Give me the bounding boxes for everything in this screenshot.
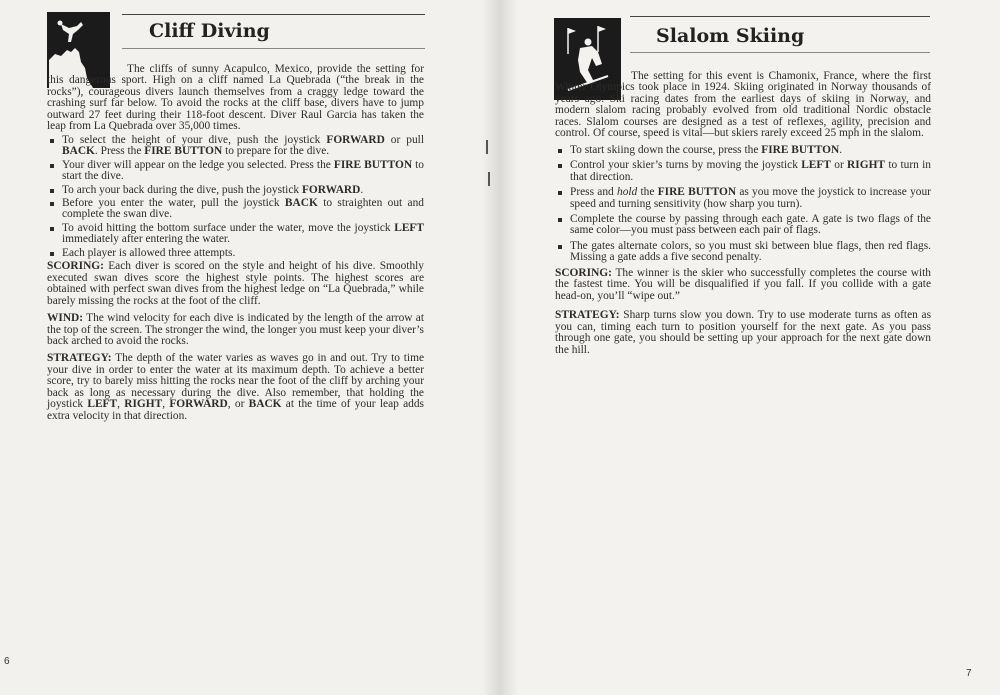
title-rule-bottom: [122, 48, 425, 49]
list-item: [47, 223, 424, 246]
control-label: FIRE BUTTON: [144, 145, 223, 158]
instruction-list: [555, 145, 931, 264]
page-title: Slalom Skiing: [656, 25, 805, 47]
bullet-text: Your diver will appear on the ledge you selected. Press the: [62, 158, 334, 171]
right-page: [500, 0, 1000, 695]
list-item: [47, 135, 424, 158]
bullet-text: to prepare for the dive.: [222, 145, 330, 158]
bullet-text: To select the height of your dive, push the joystick: [62, 133, 327, 146]
intro-text: The cliffs of sunny Acapulco, Mexico, provide the setting for this dangerous sport. High on a cliff named La Quebrada (“the break in the rocks”), courageous divers launch themselves from a craggy ledge toward the crashing surf far below. To avoid the rocks at the cliff base, divers have to jump outward 27 feet during their 118-foot descent. Diver Raul Garcia has taken the leap from La Quebrada over 35,000 times.: [47, 63, 424, 133]
list-item: [47, 160, 424, 183]
control-label: LEFT: [801, 159, 831, 172]
bullet-text: The gates alternate colors, so you must ski between blue flags, then red flags. Missing a gate adds a five second penalty.: [570, 239, 931, 264]
list-item: [47, 198, 424, 221]
bullet-text: To avoid hitting the bottom surface under the water, move the joystick: [62, 221, 395, 234]
bullet-text: Each player is allowed three attempts.: [62, 246, 236, 259]
strategy-paragraph: [47, 353, 424, 422]
wind-label: WIND:: [47, 312, 84, 325]
bullet-text: to straighten out and complete the swan dive.: [62, 196, 425, 221]
bullet-text: the: [637, 186, 658, 199]
control-label: FIRE BUTTON: [761, 143, 840, 156]
bullet-text: Before you enter the water, pull the joystick: [62, 196, 285, 209]
list-item: [555, 241, 931, 264]
bullet-text: or: [830, 159, 848, 172]
bullet-text: . Press the: [94, 145, 145, 158]
scoring-text: Each diver is scored on the style and height of his dive. Smoothly executed swan dives score the highest style points. The highest scores are obtained with perfect swan dives from the highest ledge on “La Quebrada,” while barely missing the rocks at the foot of the cliff.: [47, 260, 424, 307]
control-label: FORWARD: [169, 398, 228, 411]
binding-mark: [486, 140, 488, 154]
bullet-text: Complete the course by passing through each gate. A gate is two flags of the same color—you must pass between each pair of flags.: [570, 212, 931, 237]
strategy-text: Sharp turns slow you down. Try to use moderate turns as often as you can, timing each turn to position yourself for the next gate. As you pass through one gate, you should be setting up your approach for the next gate down the hill.: [555, 309, 931, 356]
title-rule-top: [122, 14, 425, 15]
scoring-paragraph: [47, 261, 424, 307]
bullet-text: To arch your back during the dive, push the joystick: [62, 183, 302, 196]
list-item: [555, 145, 931, 156]
bullet-text: To start skiing down the course, press the: [570, 143, 762, 156]
instruction-list: [47, 135, 424, 260]
list-item: [555, 214, 931, 237]
control-label: LEFT: [87, 398, 118, 411]
wind-text: The wind velocity for each dive is indicated by the length of the arrow at the top of the screen. The stronger the wind, the longer you must keep your diver’s back arched to avoid the rocks.: [47, 312, 424, 347]
scoring-label: SCORING:: [555, 266, 612, 279]
scoring-paragraph: [555, 268, 931, 302]
emphasis: hold: [617, 186, 638, 199]
bullet-text: to start the dive.: [62, 158, 424, 183]
control-label: BACK: [248, 398, 282, 411]
title-rule-top: [630, 16, 930, 17]
list-item: [555, 160, 931, 183]
control-label: RIGHT: [124, 398, 163, 411]
left-body: [47, 64, 424, 422]
intro-paragraph: [47, 64, 424, 133]
bullet-text: .: [839, 143, 843, 156]
separator: , or: [227, 398, 249, 411]
gutter-shadow: [482, 0, 500, 695]
bullet-text: Control your skier’s turns by moving the joystick: [570, 159, 802, 172]
wind-paragraph: [47, 313, 424, 347]
bullet-text: immediately after entering the water.: [62, 233, 230, 246]
strategy-label: STRATEGY:: [47, 352, 112, 365]
control-label: FIRE BUTTON: [333, 158, 413, 171]
bullet-text: or pull: [384, 133, 424, 146]
separator: ,: [162, 398, 170, 411]
bullet-text: .: [360, 183, 364, 196]
strategy-text: at the time of your leap adds extra velocity in that direction.: [47, 398, 424, 422]
strategy-paragraph: [555, 310, 931, 356]
gutter-shadow: [500, 0, 518, 695]
bullet-text: as you move the joystick to increase your speed and turning sensitivity (how sharp you turn).: [570, 186, 931, 210]
list-item: [555, 187, 931, 210]
binding-mark: [488, 172, 490, 186]
bullet-text: Press and: [570, 186, 617, 199]
control-label: RIGHT: [847, 159, 886, 172]
bullet-text: to turn in that direction.: [570, 159, 931, 183]
right-body: [555, 71, 931, 356]
intro-paragraph: [555, 71, 931, 140]
control-label: FORWARD: [301, 183, 361, 196]
strategy-label: STRATEGY:: [555, 309, 620, 322]
control-label: LEFT: [394, 221, 424, 234]
page-title: Cliff Diving: [149, 20, 270, 42]
control-label: FIRE BUTTON: [657, 186, 737, 199]
page-number: 7: [966, 668, 972, 679]
separator: ,: [117, 398, 125, 411]
scoring-text: The winner is the skier who successfully completes the course with the fastest time. You will be disqualified if you fall. If you collide with a gate head-on, you’ll “wipe out.”: [555, 266, 931, 302]
list-item: [47, 185, 424, 196]
list-item: [47, 248, 424, 259]
control-label: FORWARD: [326, 133, 385, 146]
scoring-label: SCORING:: [47, 260, 104, 273]
intro-text: The setting for this event is Chamonix, France, where the first Winter Olympics took place in 1924. Skiing originated in Norway thousands of years ago. Ski racing dates from the earliest days of skiing in Norway, and modern slalom racing probably evolved from old traditional Nordic obstacle races. Slalom courses are designed as a test of reflexes, agility, precision and control. Of course, speed is vital—but skiers rarely exceed 25 mph in the slalom.: [555, 70, 931, 140]
control-label: BACK: [62, 145, 95, 158]
page-number: 6: [4, 656, 10, 667]
title-rule-bottom: [630, 52, 930, 53]
control-label: BACK: [284, 196, 318, 209]
strategy-text: The depth of the water varies as waves go in and out. Try to time your dive in order to enter the water at its maximum depth. To achieve a better score, try to barely miss hitting the rocks near the foot of the cliff by arching your back as long as necessary during the dive. Also remember, that holding the joystick: [47, 352, 424, 411]
